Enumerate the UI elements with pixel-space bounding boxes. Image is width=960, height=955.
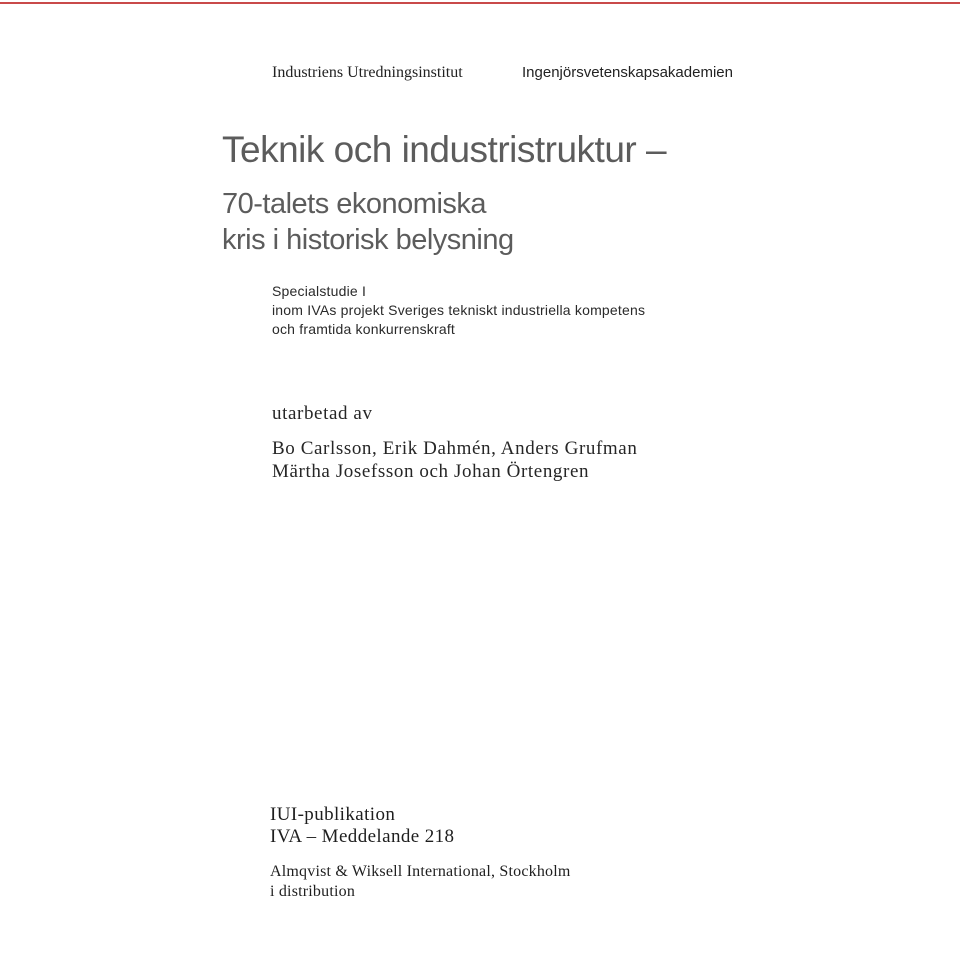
publication-line-2: IVA – Meddelande 218	[270, 826, 455, 847]
authors-line-2: Märtha Josefsson och Johan Örtengren	[272, 461, 590, 482]
publication-line-1: IUI-publikation	[270, 804, 396, 825]
series-note	[272, 282, 792, 339]
institution-header	[272, 64, 772, 82]
distribution-line-2: i distribution	[270, 883, 356, 900]
subtitle	[222, 186, 842, 258]
top-rule	[0, 2, 960, 4]
distribution-info	[270, 862, 790, 902]
institution-right: Ingenjörsvetenskapsakademien	[522, 64, 733, 81]
authors-line-1: Bo Carlsson, Erik Dahmén, Anders Grufman	[272, 438, 638, 459]
authors	[272, 437, 832, 483]
series-line-3: och framtida konkurrenskraft	[272, 321, 456, 337]
series-line-2: inom IVAs projekt Sveriges tekniskt industriella kompetens	[272, 302, 646, 318]
byline-prefix: utarbetad av	[272, 403, 373, 424]
title-block	[222, 128, 842, 258]
byline	[272, 402, 832, 483]
subtitle-line-1: 70-talets ekonomiska	[222, 188, 487, 220]
page-title: Teknik och industristruktur –	[222, 129, 667, 170]
institution-left: Industriens Utredningsinstitut	[272, 64, 463, 81]
distribution-line-1: Almqvist & Wiksell International, Stockholm	[270, 863, 571, 880]
subtitle-line-2: kris i historisk belysning	[222, 224, 514, 256]
series-line-1: Specialstudie I	[272, 283, 367, 299]
publication-info	[270, 804, 790, 848]
